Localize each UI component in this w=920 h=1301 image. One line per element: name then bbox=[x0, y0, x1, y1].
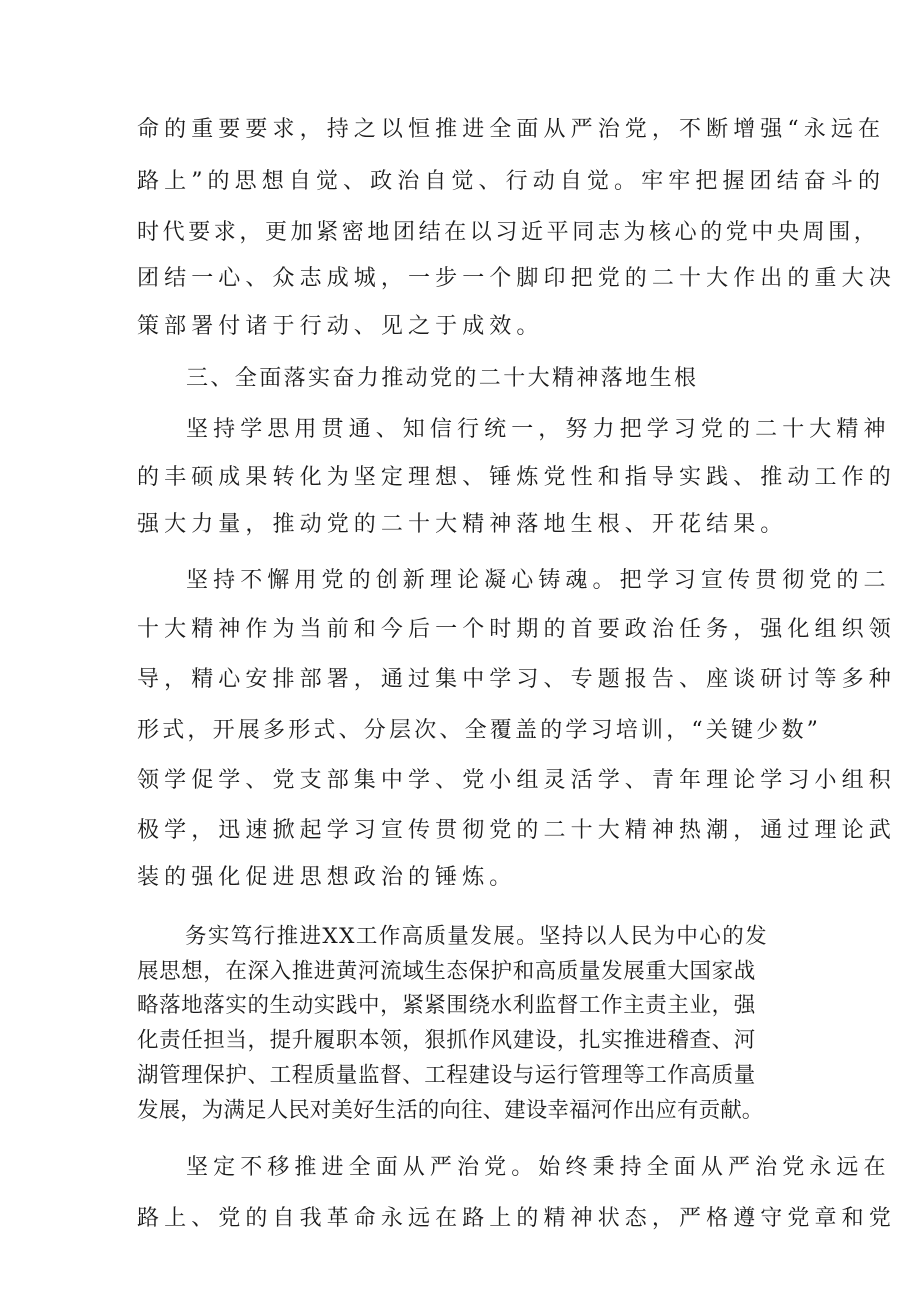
paragraph-line: 路上、党的自我革命永远在路上的精神状态，严格遵守党章和党 bbox=[137, 1206, 896, 1231]
paragraph-line: 坚定不移推进全面从严治党。始终秉持全面从严治党永远在 bbox=[186, 1155, 891, 1180]
paragraph-line: 极学，迅速掀起学习宣传贯彻党的二十大精神热潮，通过理论武 bbox=[137, 818, 896, 843]
paragraph-line: 坚持不懈用党的创新理论凝心铸魂。把学习宣传贯彻党的二 bbox=[186, 568, 891, 593]
paragraph-line: 强大力量，推动党的二十大精神落地生根、开花结果。 bbox=[137, 512, 788, 537]
paragraph-line: 湖管理保护、工程质量监督、工程建设与运行管理等工作高质量 bbox=[137, 1063, 756, 1088]
paragraph-line: 装的强化促进思想政治的锤炼。 bbox=[137, 865, 517, 890]
paragraph-line: 策部署付诸于行动、见之于成效。 bbox=[137, 314, 544, 339]
paragraph-line: 时代要求，更加紧密地团结在以习近平同志为核心的党中央周围， bbox=[137, 220, 880, 245]
paragraph-line: 的丰硕成果转化为坚定理想、锤炼党性和指导实践、推动工作的 bbox=[137, 465, 896, 490]
section-heading: 三、全面落实奋力推动党的二十大精神落地生根 bbox=[186, 366, 699, 391]
paragraph-line: 化责任担当，提升履职本领，狠抓作风建设，扎实推进稽查、河 bbox=[137, 1028, 756, 1053]
paragraph-line: 务实笃行推进XX工作高质量发展。坚持以人民为中心的发 bbox=[185, 924, 769, 949]
paragraph-line: 展思想，在深入推进黄河流域生态保护和高质量发展重大国家战 bbox=[137, 959, 756, 984]
paragraph-line: 略落地落实的生动实践中，紧紧围绕水利监督工作主责主业，强 bbox=[137, 993, 756, 1018]
paragraph-line: 坚持学思用贯通、知信行统一，努力把学习党的二十大精神 bbox=[186, 417, 891, 442]
paragraph-line: 团结一心、众志成城，一步一个脚印把党的二十大作出的重大决 bbox=[137, 266, 896, 291]
paragraph-line: 形式，开展多形式、分层次、全覆盖的学习培训，“关键少数” bbox=[137, 718, 822, 743]
paragraph-line: 发展，为满足人民对美好生活的向往、建设幸福河作出应有贡献。 bbox=[137, 1098, 764, 1123]
paragraph-line: 命的重要要求，持之以恒推进全面从严治党，不断增强“永远在 bbox=[137, 117, 886, 142]
paragraph-line: 领学促学、党支部集中学、党小组灵活学、青年理论学习小组积 bbox=[137, 768, 896, 793]
paragraph-line: 十大精神作为当前和今后一个时期的首要政治任务，强化组织领 bbox=[137, 617, 896, 642]
paragraph-line: 导，精心安排部署，通过集中学习、专题报告、座谈研讨等多种 bbox=[137, 667, 896, 692]
paragraph-line: 路上”的思想自觉、政治自觉、行动自觉。牢牢把握团结奋斗的 bbox=[137, 169, 886, 194]
